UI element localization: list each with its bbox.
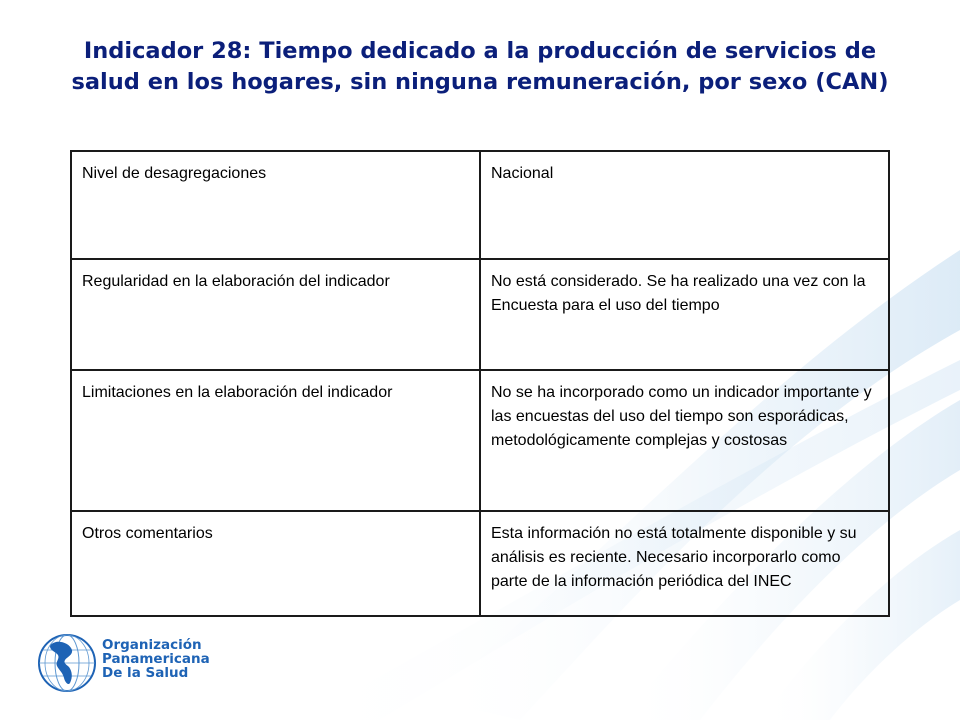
logo-text — [102, 638, 210, 680]
logo-line: Panamericana — [102, 651, 210, 667]
logo-line: De la Salud — [102, 665, 189, 681]
row-label: Otros comentarios — [71, 511, 480, 616]
globe-icon — [36, 632, 98, 694]
indicator-table — [70, 150, 890, 617]
row-label: Nivel de desagregaciones — [71, 151, 480, 259]
row-label: Limitaciones en la elaboración del indicador — [71, 370, 480, 511]
table-row — [71, 370, 889, 511]
table-row — [71, 259, 889, 370]
slide-title: Indicador 28: Tiempo dedicado a la producción de servicios de salud en los hogares, sin ninguna remuneración, por sexo (CAN) — [71, 38, 889, 95]
row-value: No está considerado. Se ha realizado una vez con la Encuesta para el uso del tiempo — [480, 259, 889, 370]
logo-line: Organización — [102, 637, 202, 653]
row-value: No se ha incorporado como un indicador importante y las encuestas del uso del tiempo son esporádicas, metodológicamente complejas y costosas — [480, 370, 889, 511]
table-row — [71, 511, 889, 616]
row-value: Nacional — [480, 151, 889, 259]
row-value: Esta información no está totalmente disponible y su análisis es reciente. Necesario incorporarlo como parte de la información periódica del INEC — [480, 511, 889, 616]
paho-logo — [36, 632, 256, 696]
row-label: Regularidad en la elaboración del indicador — [71, 259, 480, 370]
table-row — [71, 151, 889, 259]
